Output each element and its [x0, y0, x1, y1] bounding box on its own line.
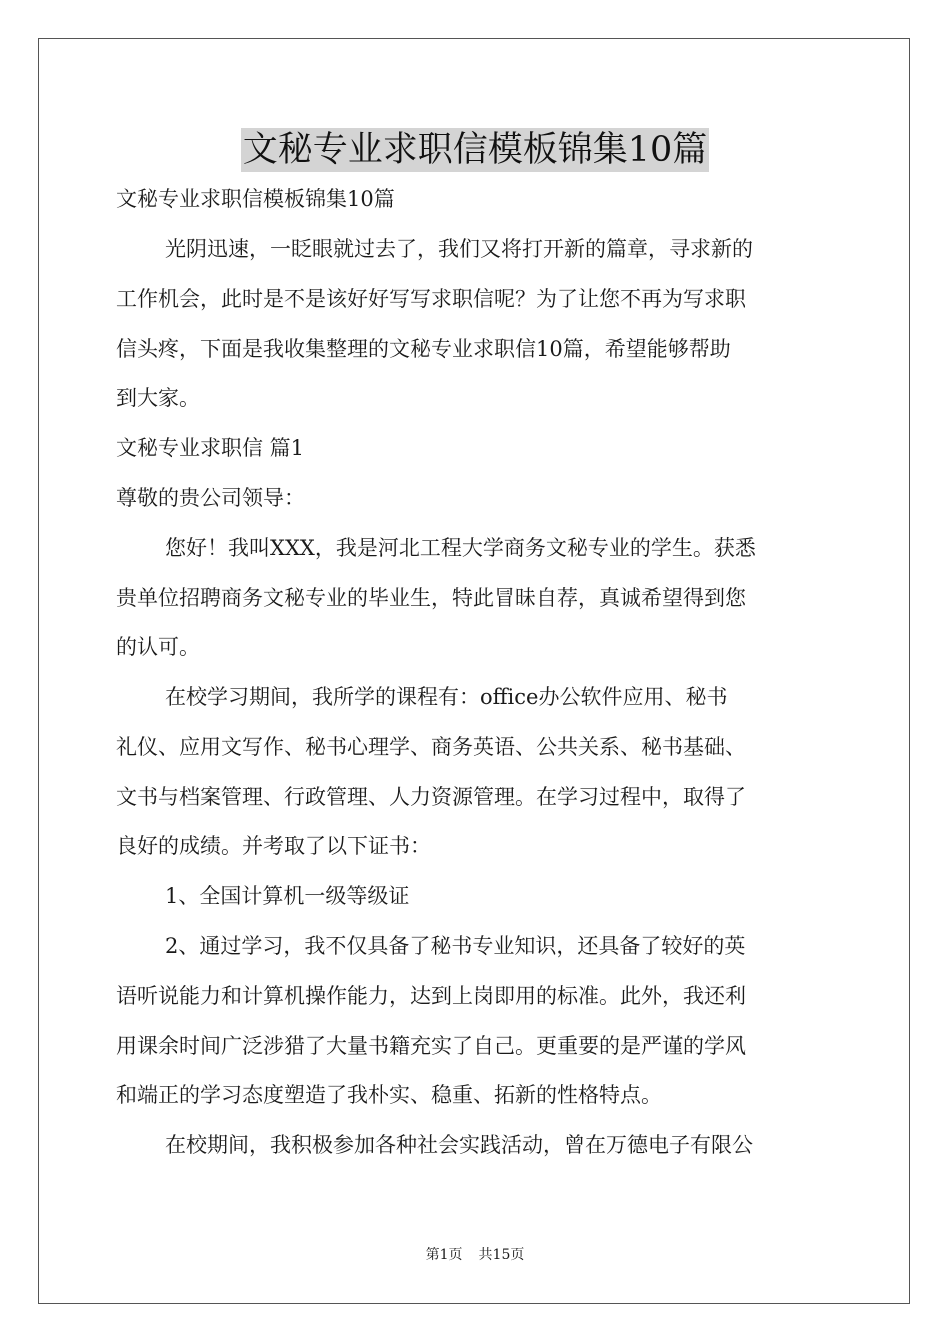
intro-line-1: 光阴迅速，一眨眼就过去了，我们又将打开新的篇章，寻求新的	[165, 237, 753, 261]
body-line: 良好的成绩。并考取了以下证书：	[116, 834, 431, 858]
body-line: 用课余时间广泛涉猎了大量书籍充实了自己。更重要的是严谨的学风	[116, 1034, 746, 1058]
page-footer	[0, 1246, 950, 1264]
section-heading: 文秘专业求职信 篇1	[116, 436, 305, 460]
intro-line-2: 工作机会，此时是不是该好好写写求职信呢？为了让您不再为写求职	[116, 287, 746, 311]
body-line: 语听说能力和计算机操作能力，达到上岗即用的标准。此外，我还利	[116, 984, 746, 1008]
title-container	[0, 128, 950, 172]
body-line: 在校期间，我积极参加各种社会实践活动，曾在万德电子有限公	[165, 1133, 753, 1157]
body-line: 和端正的学习态度塑造了我朴实、稳重、拓新的性格特点。	[116, 1083, 662, 1107]
page-total: 共15页	[478, 1247, 525, 1263]
list-item: 2、通过学习，我不仅具备了秘书专业知识，还具备了较好的英	[165, 934, 746, 958]
salutation: 尊敬的贵公司领导：	[116, 486, 305, 510]
body-line: 文书与档案管理、行政管理、人力资源管理。在学习过程中，取得了	[116, 785, 746, 809]
intro-line-4: 到大家。	[116, 386, 200, 410]
page-number: 第1页	[425, 1247, 463, 1263]
list-item: 1、全国计算机一级等级证	[165, 884, 410, 908]
document-title: 文秘专业求职信模板锦集10篇	[242, 130, 708, 170]
body-line: 礼仪、应用文写作、秘书心理学、商务英语、公共关系、秘书基础、	[116, 735, 746, 759]
body-line: 在校学习期间，我所学的课程有：office办公软件应用、秘书	[165, 685, 728, 709]
body-line: 贵单位招聘商务文秘专业的毕业生，特此冒昧自荐，真诚希望得到您	[116, 586, 746, 610]
subtitle-line: 文秘专业求职信模板锦集10篇	[116, 187, 395, 211]
page-border	[38, 38, 910, 1304]
body-line: 您好！我叫XXX，我是河北工程大学商务文秘专业的学生。获悉	[165, 536, 756, 560]
body-line: 的认可。	[116, 635, 200, 659]
intro-line-3: 信头疼，下面是我收集整理的文秘专业求职信10篇，希望能够帮助	[116, 337, 731, 361]
